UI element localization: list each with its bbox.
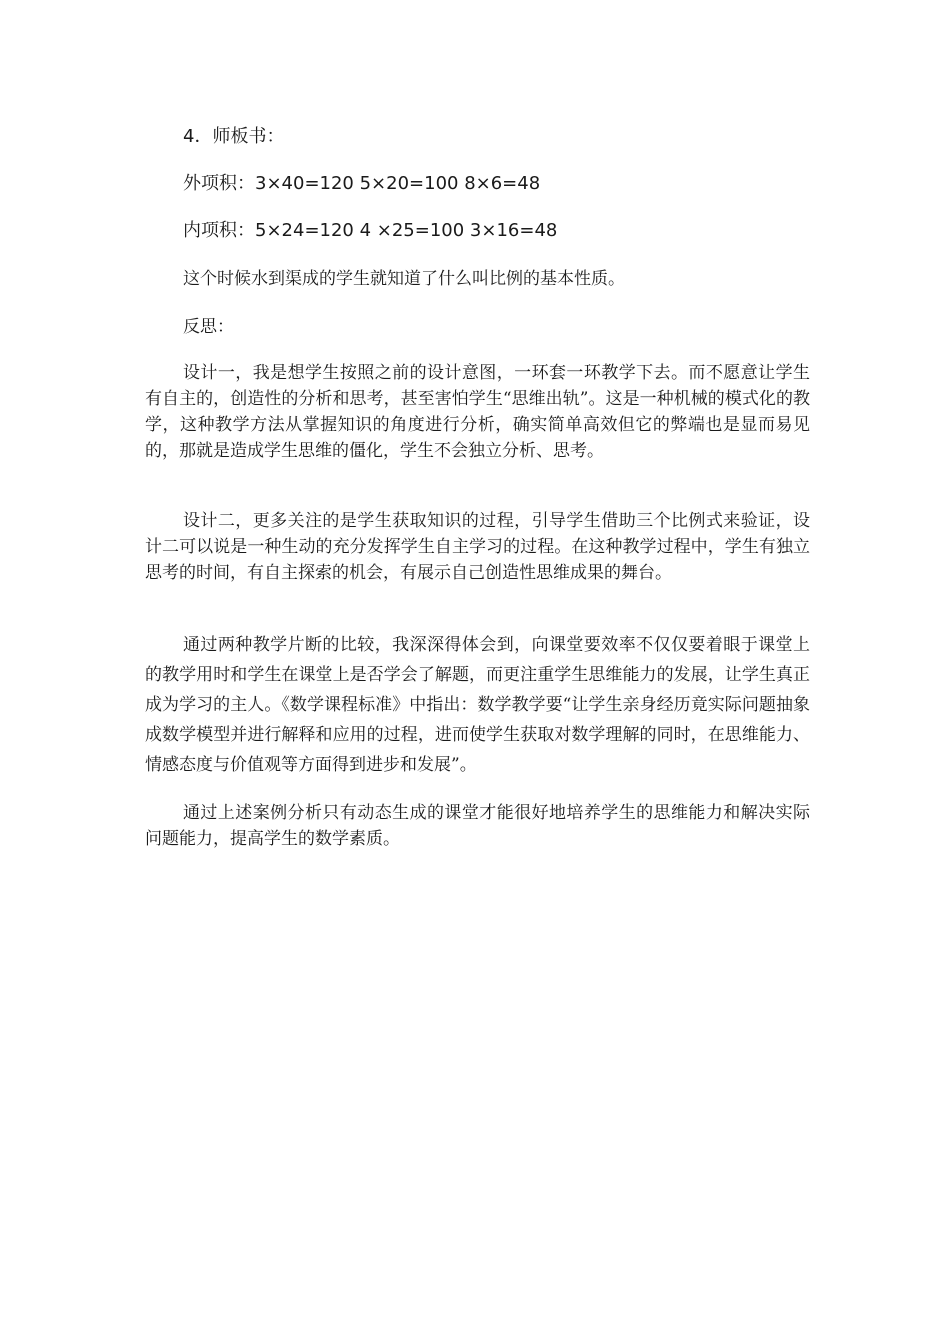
inner-product-line: 内项积：5×24=120 4 ×25=100 3×16=48: [183, 220, 558, 241]
reflection-title: 反思：: [183, 317, 234, 337]
reflection-paragraph-2: 设计二，更多关注的是学生获取知识的过程，引导学生借助三个比例式来验证，设计二可以说是一种生动的充分发挥学生自主学习的过程。在这种教学过程中，学生有独立思考的时间，有自主探索的机会，有展示自己创造性思维成果的舞台。: [145, 511, 810, 583]
reflection-paragraph-1: 设计一，我是想学生按照之前的设计意图，一环套一环教学下去。而不愿意让学生有自主的，创造性的分析和思考，甚至害怕学生“思维出轨”。这是一种机械的模式化的教学，这种教学方法从掌握知识的角度进行分析，确实简单高效但它的弊端也是显而易见的，那就是造成学生思维的僵化，学生不会独立分析、思考。: [145, 363, 810, 461]
outer-product-line: 外项积：3×40=120 5×20=100 8×6=48: [183, 173, 541, 194]
reflection-paragraph-4: 通过上述案例分析只有动态生成的课堂才能很好地培养学生的思维能力和解决实际问题能力，提高学生的数学素质。: [145, 803, 810, 849]
section-heading: 4．师板书：: [183, 126, 285, 147]
reflection-paragraph-3: 通过两种教学片断的比较，我深深得体会到，向课堂要效率不仅仅要着眼于课堂上的教学用时和学生在课堂上是否学会了解题，而更注重学生思维能力的发展，让学生真正成为学习的主人。《数学课程标准》中指出：数学教学要“让学生亲身经历竟实际问题抽象成数学模型并进行解释和应用的过程，进而使学生获取对数学理解的同时，在思维能力、情感态度与价值观等方面得到进步和发展”。: [145, 635, 810, 775]
conclusion-line: 这个时候水到渠成的学生就知道了什么叫比例的基本性质。: [183, 269, 625, 289]
